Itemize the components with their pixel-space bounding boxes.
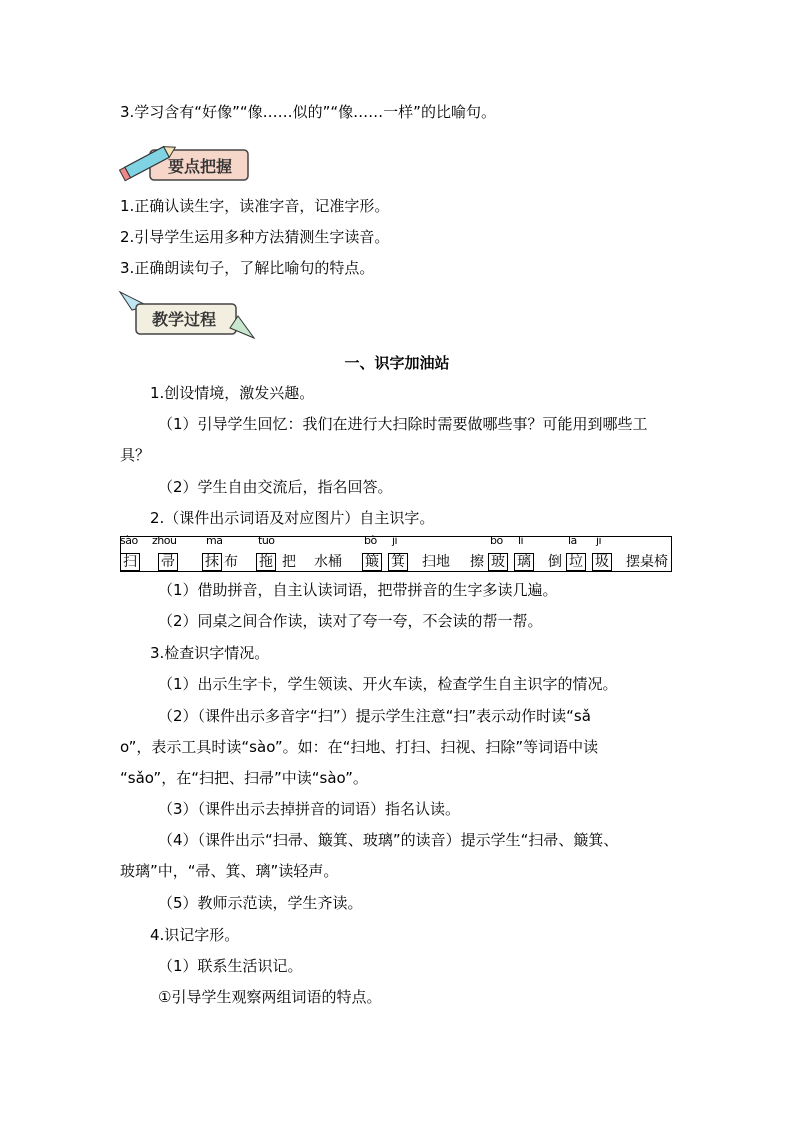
- teaching-process-banner: [118, 288, 258, 346]
- step-2: 2.（课件出示词语及对应图片）自主识字。: [150, 509, 435, 527]
- step-4: 4.识记字形。: [150, 926, 240, 944]
- word-tuo: tuō 拖 把: [258, 534, 296, 570]
- paper-plane-banner-icon: [118, 288, 258, 342]
- word-ji: ji 箕: [388, 537, 410, 571]
- key-point-3: 3.正确朗读句子，了解比喻句的特点。: [120, 259, 375, 277]
- word-bo: bò 簸: [362, 537, 384, 571]
- word-shuitong: 水桶: [314, 554, 342, 570]
- step-3-1: （1）出示生字卡，学生领读、开火车读，检查学生自主识字的情况。: [158, 675, 618, 693]
- section-title: 一、识字加油站: [344, 354, 450, 372]
- pencil-banner-icon: [118, 140, 258, 186]
- step-3-2c: “sǎo”，在“扫把、扫帚”中读“sào”。: [120, 769, 368, 787]
- key-point-2: 2.引导学生运用多种方法猜测生字读音。: [120, 228, 390, 246]
- step-3-4a: （4）（课件出示“扫帚、簸箕、玻璃”的读音）提示学生“扫帚、簸箕、: [158, 831, 619, 849]
- word-dao: 倒: [548, 554, 562, 570]
- step-3-2a: （2）（课件出示多音字“扫”）提示学生注意“扫”表示动作时读“sǎ: [158, 707, 591, 725]
- step-3-3: （3）（课件出示去掉拼音的词语）指名认读。: [158, 800, 461, 818]
- step-2-2: （2）同桌之间合作读，读对了夸一夸，不会读的帮一帮。: [158, 612, 543, 630]
- word-ma: mā 抹 布: [202, 537, 242, 571]
- step-4-1: （1）联系生活识记。: [158, 957, 303, 975]
- objective-3: 3.学习含有“好像”“像……似的”“像……一样”的比喻句。: [120, 103, 496, 121]
- word-ca: 擦: [470, 554, 484, 570]
- word-zhou: zhou 帚: [152, 534, 177, 570]
- word-jiji: jī 圾: [592, 537, 614, 571]
- word-saodi: 扫地: [422, 554, 450, 570]
- step-1: 1.创设情境，激发兴趣。: [150, 384, 315, 402]
- word-baizhuoyi: 摆桌椅: [626, 554, 668, 570]
- step-4-1-1: ①引导学生观察两组词语的特点。: [158, 988, 382, 1006]
- key-points-banner-label: 要点把握: [167, 157, 233, 176]
- teaching-process-banner-label: 教学过程: [151, 310, 217, 329]
- step-1-1b: 具？: [120, 446, 151, 464]
- step-1-1a: （1）引导学生回忆：我们在进行大扫除时需要做哪些事？可能用到哪些工: [158, 415, 648, 433]
- step-1-2: （2）学生自由交流后，指名回答。: [158, 478, 393, 496]
- word-boli-li: li 璃: [514, 537, 536, 571]
- step-3-5: （5）教师示范读，学生齐读。: [158, 894, 363, 912]
- step-2-1: （1）借助拼音，自主认读词语，把带拼音的生字多读几遍。: [158, 581, 558, 599]
- word-sao: sào 扫: [120, 537, 144, 571]
- key-point-1: 1.正确认读生字，读准字音，记准字形。: [120, 197, 390, 215]
- pinyin-word-row: [120, 534, 672, 573]
- word-boli-bo: bō 玻: [488, 537, 510, 571]
- step-3: 3.检查识字情况。: [150, 644, 270, 662]
- key-points-banner: [118, 140, 258, 190]
- step-3-2b: o”，表示工具时读“sào”。如：在“扫地、打扫、扫视、扫除”等词语中读: [120, 738, 599, 756]
- word-la: lā 垃: [566, 537, 588, 571]
- step-3-4b: 玻璃”中，“帚、箕、璃”读轻声。: [120, 862, 339, 880]
